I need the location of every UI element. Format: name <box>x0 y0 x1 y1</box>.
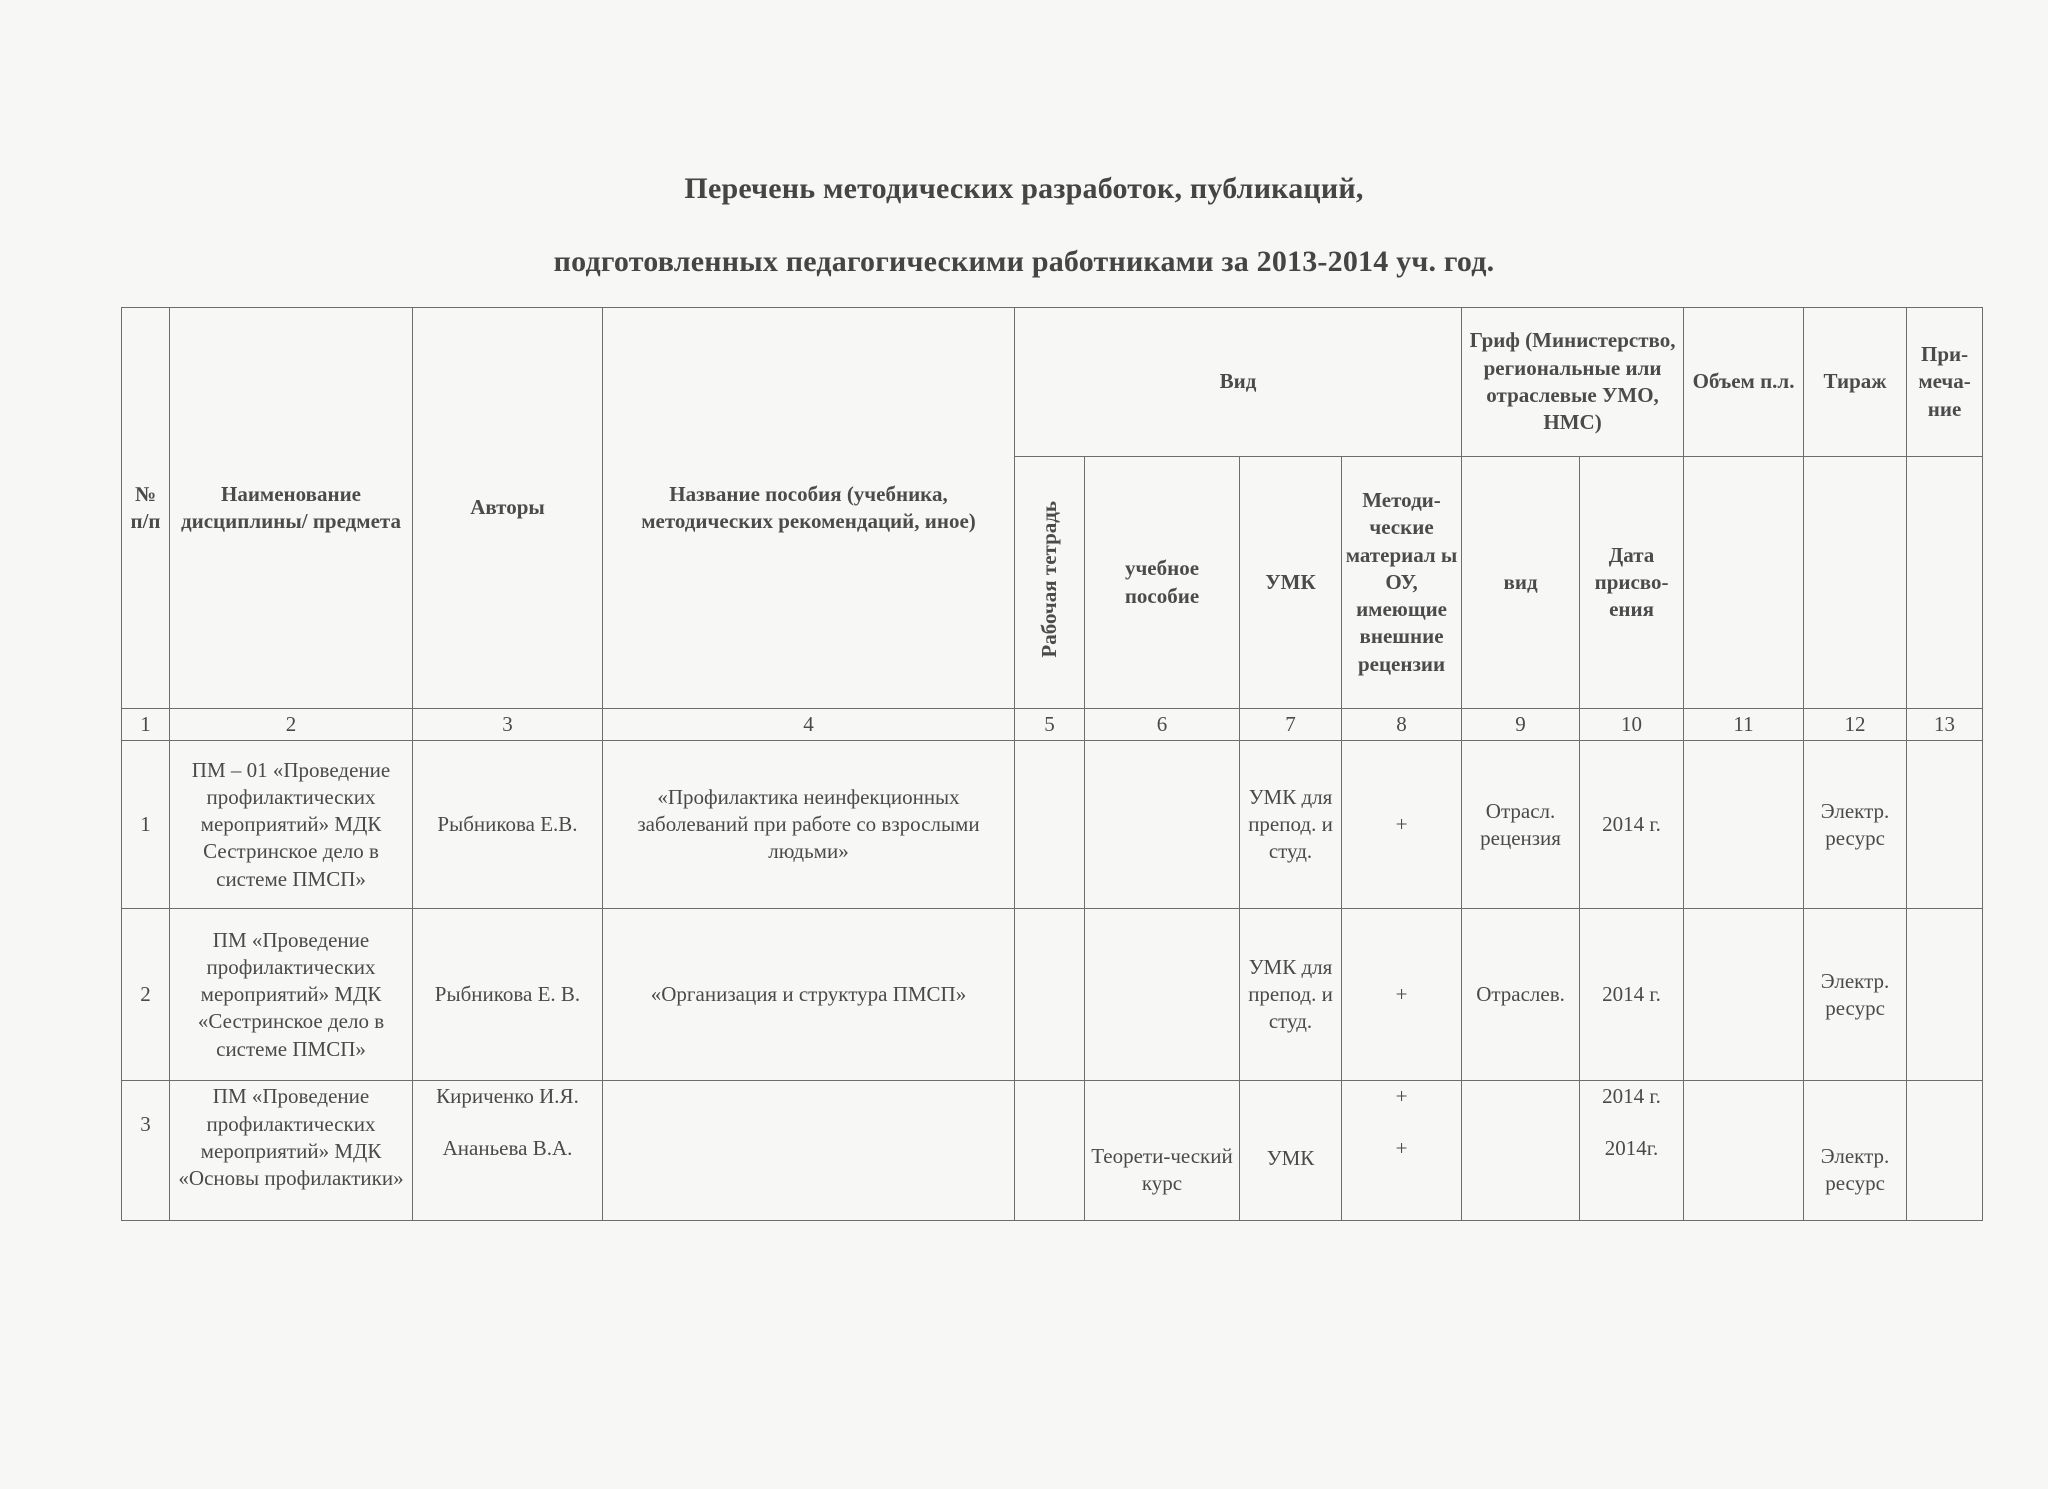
row-umk: УМК <box>1240 1081 1342 1221</box>
column-number: 3 <box>413 709 603 741</box>
row-workbook <box>1015 741 1085 909</box>
header-vid: Вид <box>1015 308 1462 457</box>
header-grif-vid: вид <box>1462 457 1580 709</box>
row-tirazh: Электр. ресурс <box>1804 1081 1907 1221</box>
row-grif-vid <box>1462 1081 1580 1221</box>
table-row <box>122 741 1983 909</box>
table-row <box>122 1081 1983 1221</box>
publications-table <box>121 307 1983 1221</box>
header-workbook: Рабочая тетрадь <box>1036 500 1061 658</box>
column-number: 13 <box>1907 709 1983 741</box>
row-author-1: Кириченко И.Я. <box>436 1084 579 1109</box>
row-authors: Рыбникова Е.В. <box>413 741 603 909</box>
row-manual-name <box>603 1081 1015 1221</box>
header-textbook: учебное пособие <box>1085 457 1240 709</box>
row-volume <box>1684 741 1804 909</box>
row-method-materials-1: + <box>1395 1084 1408 1109</box>
row-grif-vid: Отрасл. рецензия <box>1462 741 1580 909</box>
column-number: 8 <box>1342 709 1462 741</box>
row-author-2: Ананьева В.А. <box>442 1135 573 1160</box>
header-authors: Авторы <box>413 308 603 709</box>
row-method-materials: + <box>1342 909 1462 1081</box>
header-num: № п/п <box>122 308 170 709</box>
column-number: 1 <box>122 709 170 741</box>
row-discipline: ПМ «Проведение профилактических мероприятий» МДК «Основы профилактики» <box>170 1081 413 1221</box>
row-umk: УМК для препод. и студ. <box>1240 909 1342 1081</box>
table-row <box>122 909 1983 1081</box>
column-number: 7 <box>1240 709 1342 741</box>
row-textbook: Теорети-ческий курс <box>1085 1081 1240 1221</box>
row-note <box>1907 1081 1983 1221</box>
header-note: При-меча-ние <box>1907 308 1983 457</box>
header-method-materials: Методи-ческие материал ы ОУ, имеющие внешние рецензии <box>1342 457 1462 709</box>
column-number: 11 <box>1684 709 1804 741</box>
document-title-line-1: Перечень методических разработок, публикаций, <box>684 172 1364 205</box>
row-num: 2 <box>122 909 170 1081</box>
row-manual-name: «Организация и структура ПМСП» <box>603 909 1015 1081</box>
column-number: 12 <box>1804 709 1907 741</box>
header-volume: Объем п.л. <box>1684 308 1804 457</box>
header-tirazh-empty <box>1804 457 1907 709</box>
column-number: 5 <box>1015 709 1085 741</box>
row-tirazh: Электр. ресурс <box>1804 741 1907 909</box>
header-volume-empty <box>1684 457 1804 709</box>
row-umk: УМК для препод. и студ. <box>1240 741 1342 909</box>
row-volume <box>1684 1081 1804 1221</box>
header-note-empty <box>1907 457 1983 709</box>
row-grif-vid: Отраслев. <box>1462 909 1580 1081</box>
row-workbook <box>1015 1081 1085 1221</box>
row-date-1: 2014 г. <box>1602 1084 1661 1109</box>
row-volume <box>1684 909 1804 1081</box>
header-manual-name: Название пособия (учебника, методических рекомендаций, иное) <box>603 308 1015 709</box>
row-discipline: ПМ – 01 «Проведение профилактических мероприятий» МДК Сестринское дело в системе ПМСП» <box>170 741 413 909</box>
header-grif: Гриф (Министерство, региональные или отраслевые УМО, НМС) <box>1462 308 1684 457</box>
row-date-2: 2014г. <box>1604 1135 1659 1160</box>
row-manual-name: «Профилактика неинфекционных заболеваний при работе со взрослыми людьми» <box>603 741 1015 909</box>
header-row-1 <box>122 308 1983 457</box>
row-textbook <box>1085 741 1240 909</box>
row-num: 3 <box>122 1081 170 1221</box>
row-discipline: ПМ «Проведение профилактических мероприятий» МДК «Сестринское дело в системе ПМСП» <box>170 909 413 1081</box>
header-discipline: Наименование дисциплины/ предмета <box>170 308 413 709</box>
header-umk: УМК <box>1240 457 1342 709</box>
row-method-materials: + <box>1342 741 1462 909</box>
row-date: 2014 г. <box>1580 909 1684 1081</box>
document-title-line-2: подготовленных педагогическими работниками за 2013-2014 уч. год. <box>553 245 1495 278</box>
row-textbook <box>1085 909 1240 1081</box>
header-date: Дата присво-ения <box>1580 457 1684 709</box>
row-authors <box>413 1081 603 1221</box>
row-date: 2014 г. <box>1580 741 1684 909</box>
column-number: 10 <box>1580 709 1684 741</box>
column-number: 2 <box>170 709 413 741</box>
row-note <box>1907 909 1983 1081</box>
column-number: 9 <box>1462 709 1580 741</box>
row-authors: Рыбникова Е. В. <box>413 909 603 1081</box>
column-number: 4 <box>603 709 1015 741</box>
row-num: 1 <box>122 741 170 909</box>
row-note <box>1907 741 1983 909</box>
row-date <box>1580 1081 1684 1221</box>
header-tirazh: Тираж <box>1804 308 1907 457</box>
row-tirazh: Электр. ресурс <box>1804 909 1907 1081</box>
column-number: 6 <box>1085 709 1240 741</box>
row-method-materials <box>1342 1081 1462 1221</box>
row-method-materials-2: + <box>1395 1135 1408 1160</box>
column-number-row <box>122 709 1983 741</box>
header-workbook-cell <box>1015 457 1085 709</box>
row-workbook <box>1015 909 1085 1081</box>
